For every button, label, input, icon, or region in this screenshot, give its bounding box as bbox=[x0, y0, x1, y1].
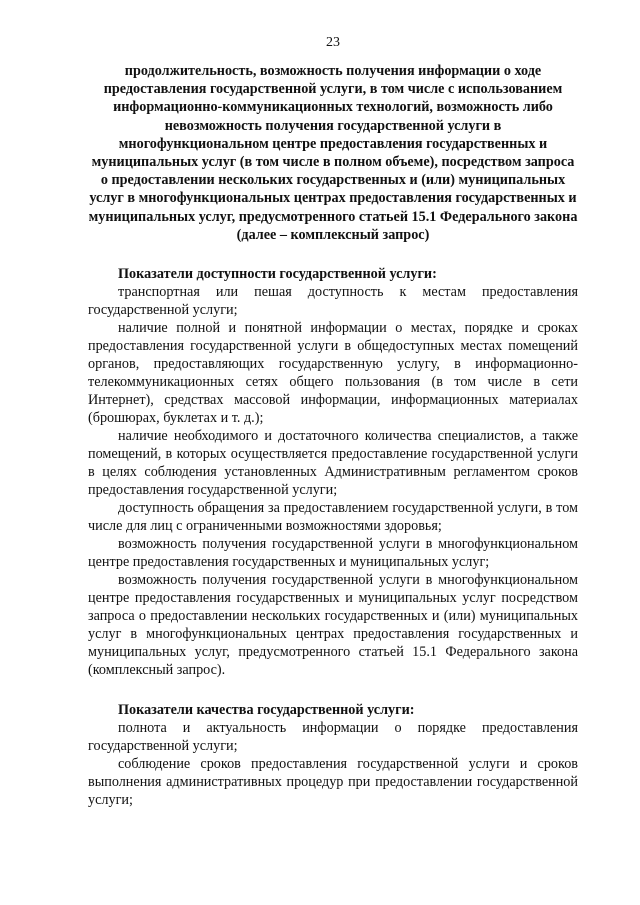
document-page bbox=[88, 34, 578, 809]
accessibility-section bbox=[88, 265, 578, 679]
accessibility-item: наличие необходимого и достаточного количества специалистов, а также помещений, в которых осуществляется предоставление государственной услуги в целях соблюдения установленных Административным регламентом сроков предоставления государственной услуги; bbox=[88, 428, 578, 499]
quality-item: полнота и актуальность информации о порядке предоставления государственной услуги; bbox=[88, 720, 578, 755]
intro-bold-paragraph: продолжительность, возможность получения информации о ходе предоставления государственной услуги, в том числе с использованием информационно-коммуникационных технологий, возможность либо невозможность получения государственной услуги в многофункциональном центре предоставления государственных и муниципальных услуг (в том числе в полном объеме), посредством запроса о предоставлении нескольких государственных и (или) муниципальных услуг в многофункциональных центрах предоставления государственных и муниципальных услуг, предусмотренного статьей 15.1 Федерального закона (далее – комплексный запрос) bbox=[88, 63, 578, 243]
accessibility-item: наличие полной и понятной информации о местах, порядке и сроках предоставления государственной услуги в общедоступных местах помещений органов, предоставляющих государственную услугу, в информационно-телекоммуникационных сетях общего пользования (в том числе в сети Интернет), средствах массовой информации, информационных материалах (брошюрах, буклетах и т. д.); bbox=[88, 320, 578, 427]
accessibility-item: доступность обращения за предоставлением государственной услуги, в том числе для лиц с ограниченными возможностями здоровья; bbox=[88, 500, 578, 535]
spacer bbox=[88, 679, 578, 701]
accessibility-item: возможность получения государственной услуги в многофункциональном центре предоставления государственных и муниципальных услуг; bbox=[88, 536, 578, 571]
quality-heading: Показатели качества государственной услуги: bbox=[118, 702, 415, 719]
accessibility-item: транспортная или пешая доступность к местам предоставления государственной услуги; bbox=[88, 284, 578, 319]
spacer bbox=[88, 244, 578, 265]
accessibility-heading: Показатели доступности государственной услуги: bbox=[118, 266, 437, 283]
accessibility-item: возможность получения государственной услуги в многофункциональном центре предоставления государственных и муниципальных услуг посредством запроса о предоставлении нескольких государственных и (или) муниципальных услуг в многофункциональных центрах предоставления государственных и муниципальных услуг, предусмотренного статьей 15.1 Федерального закона (комплексный запрос). bbox=[88, 572, 578, 679]
page-number: 23 bbox=[326, 35, 340, 50]
quality-item: соблюдение сроков предоставления государственной услуги и сроков выполнения административных процедур при предоставлении государственной услуги; bbox=[88, 756, 578, 809]
quality-section bbox=[88, 701, 578, 809]
